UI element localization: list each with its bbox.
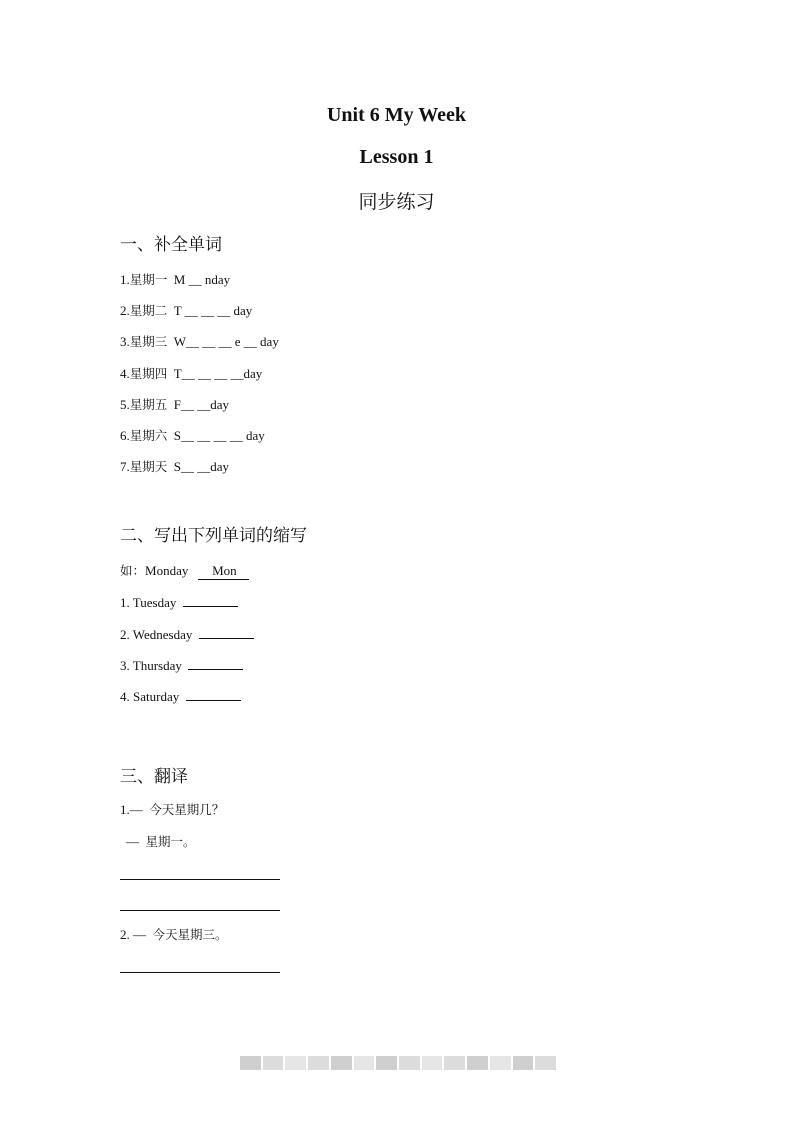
section-heading-1: 一、补全单词	[120, 235, 222, 255]
list-item: 1.星期一 M __ nday	[120, 272, 231, 287]
answer-line[interactable]	[120, 910, 280, 911]
lesson-title: Lesson 1	[359, 146, 434, 168]
list-item: 2.星期二 T __ __ __ day	[120, 303, 253, 318]
list-item: 2. Wednesday	[120, 624, 254, 643]
list-item: 1. Tuesday	[120, 592, 238, 611]
answer-line[interactable]	[120, 879, 280, 880]
answer-line[interactable]	[120, 972, 280, 973]
question-1: 1.— 今天星期几？	[120, 802, 225, 817]
list-item: 3. Thursday	[120, 655, 243, 674]
page-title: Unit 6 My Week	[326, 104, 467, 126]
example-answer: Mon	[198, 563, 249, 580]
example-line: 如：Monday Mon	[120, 561, 249, 580]
list-item: 5.星期五 F__ __day	[120, 397, 230, 412]
page-subtitle: 同步练习	[358, 191, 435, 213]
list-item: 6.星期六 S__ __ __ __ day	[120, 428, 265, 443]
list-item: 4.星期四 T__ __ __ __day	[120, 366, 263, 381]
answer-blank[interactable]	[183, 592, 238, 607]
answer-blank[interactable]	[186, 686, 241, 701]
question-1-reply: — 星期一。	[126, 834, 196, 849]
list-item: 7.星期天 S__ __day	[120, 459, 230, 474]
blurred-watermark	[240, 1056, 556, 1070]
answer-blank[interactable]	[188, 655, 243, 670]
list-item: 3.星期三 W__ __ __ e __ day	[120, 334, 279, 349]
list-item: 4. Saturday	[120, 686, 241, 705]
answer-blank[interactable]	[199, 624, 254, 639]
question-2: 2. — 今天星期三。	[120, 927, 228, 942]
section-heading-2: 二、写出下列单词的缩写	[120, 526, 307, 546]
section-heading-3: 三、翻译	[120, 767, 188, 787]
